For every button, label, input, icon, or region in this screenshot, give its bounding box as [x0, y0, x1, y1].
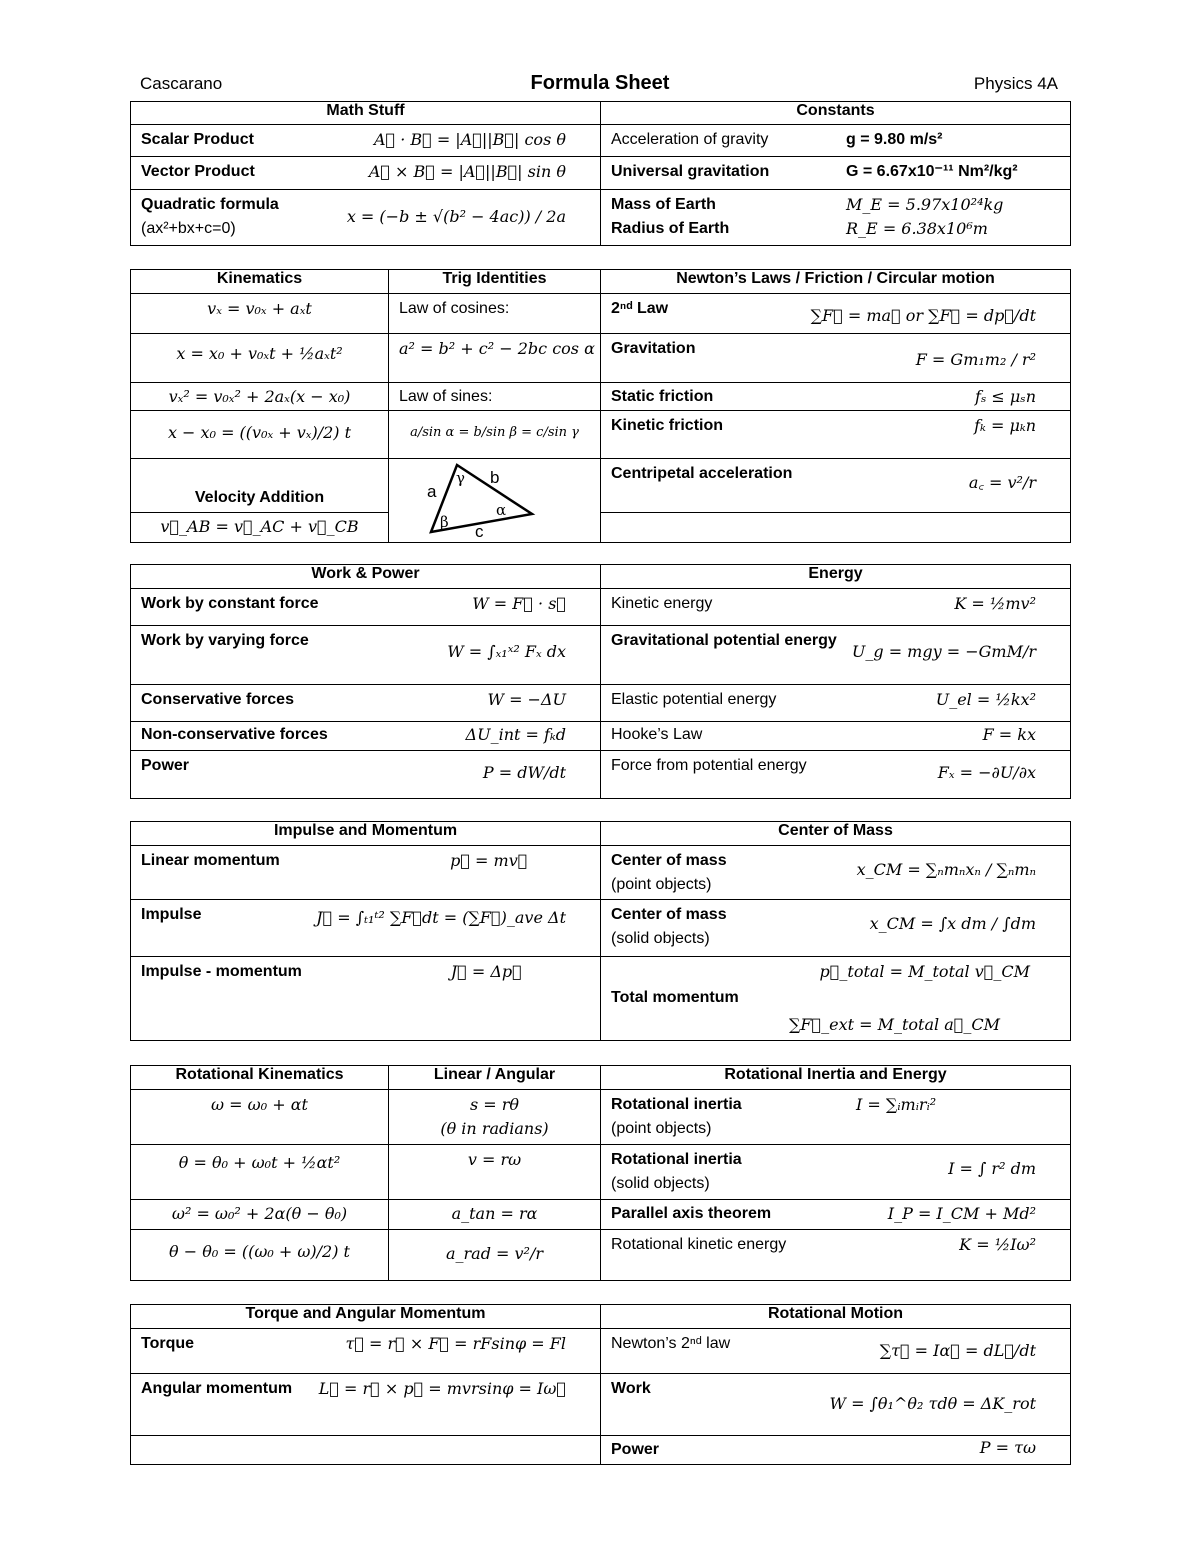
work-label: Conservative forces	[141, 691, 294, 708]
center-mass-header: Center of Mass	[601, 822, 1071, 846]
newton-formula: fₛ ≤ μₛn	[975, 387, 1036, 406]
math-formula: A⃗ × B⃗ = |A⃗||B⃗| sin θ	[368, 162, 566, 181]
kinematics-header: Kinematics	[131, 270, 389, 294]
kinematics-formula: x = x₀ + v₀ₓt + ½aₓt²	[176, 344, 343, 363]
lin-ang-formula: s = rθ	[469, 1095, 520, 1114]
center-mass-label-secondary: (point objects)	[611, 876, 712, 893]
energy-label: Gravitational potential energy	[611, 632, 837, 649]
constant-row	[601, 190, 1071, 246]
kinematics-formula: vₓ = v₀ₓ + aₓt	[207, 299, 312, 318]
work-label: Power	[141, 757, 190, 774]
impulse-formula: J⃗ = Δp⃗	[450, 962, 522, 981]
constant-label: Radius of Earth	[611, 220, 730, 237]
center-mass-label-secondary: (solid objects)	[611, 930, 710, 947]
constant-row	[601, 157, 1071, 190]
impulse-label: Impulse	[141, 906, 202, 923]
work-power-header: Work & Power	[131, 565, 601, 589]
math-formula: x = (−b ± √(b² − 4ac)) / 2a	[346, 207, 566, 226]
torque-label: Torque	[141, 1335, 195, 1352]
rot-kin-formula: θ − θ₀ = ((ω₀ + ω)/2) t	[169, 1242, 350, 1261]
work-label: Work by constant force	[141, 595, 319, 612]
torque-formula: L⃗ = r⃗ × p⃗ = mvrsinφ = Iω⃗	[318, 1379, 566, 1398]
triangle-gamma: γ	[456, 469, 465, 487]
lin-ang-formula: a_tan = rα	[451, 1204, 538, 1223]
rot-inertia-label: Rotational inertia	[611, 1096, 742, 1113]
newton-formula: a꜀ = v²/r	[968, 473, 1036, 492]
torque-header: Torque and Angular Momentum	[131, 1305, 601, 1329]
math-row	[131, 125, 601, 157]
rot-kin-formula: ω = ω₀ + αt	[211, 1095, 308, 1114]
energy-formula: K = ½mv²	[954, 594, 1036, 613]
rot-motion-header: Rotational Motion	[601, 1305, 1071, 1329]
work-formula: W = −ΔU	[487, 690, 566, 709]
constant-row	[601, 125, 1071, 157]
impulse-label: Linear momentum	[141, 852, 280, 869]
newton-formula: F = Gm₁m₂ / r²	[915, 350, 1036, 369]
math-header: Math Stuff	[131, 102, 601, 125]
center-mass-formula: x_CM = ∫x dm / ∫dm	[869, 914, 1036, 933]
trig-formula: a/sin α = b/sin β = c/sin γ	[410, 425, 579, 440]
triangle-cell	[389, 459, 601, 543]
work-label: Work by varying force	[141, 632, 309, 649]
rot-inertia-formula: K = ½Iω²	[959, 1235, 1036, 1254]
rot-inertia-label: Rotational inertia	[611, 1151, 742, 1168]
math-constants-table	[130, 101, 1071, 246]
velocity-addition-formula: v⃗_AB = v⃗_AC + v⃗_CB	[160, 517, 359, 537]
constant-label: Universal gravitation	[611, 163, 770, 180]
constant-value: G = 6.67x10⁻¹¹ Nm²/kg²	[846, 163, 1018, 180]
kinematics-formula: x − x₀ = ((v₀ₓ + vₓ)/2) t	[167, 423, 352, 442]
rot-motion-formula: ∑τ⃗ = Iα⃗ = dL⃗/dt	[879, 1341, 1036, 1360]
newton-formula: fₖ = μₖn	[974, 416, 1036, 435]
kinematics-table	[130, 269, 1071, 543]
rot-inertia-formula: I_P = I_CM + Md²	[887, 1204, 1036, 1223]
total-momentum-label: Total momentum	[611, 989, 739, 1006]
work-label: Non-conservative forces	[141, 726, 328, 743]
math-label: Scalar Product	[141, 131, 254, 148]
torque-label: Angular momentum	[141, 1380, 293, 1397]
rot-inertia-label: Parallel axis theorem	[611, 1205, 772, 1222]
energy-header: Energy	[601, 565, 1071, 589]
newton-header: Newton’s Laws / Friction / Circular motion	[601, 270, 1071, 294]
center-mass-label: Center of mass	[611, 852, 727, 869]
impulse-center-table	[130, 821, 1071, 1041]
newton-formula: ∑F⃗ = ma⃗ or ∑F⃗ = dp⃗/dt	[810, 306, 1036, 325]
newton-label: Gravitation	[611, 340, 696, 357]
math-row	[131, 157, 601, 190]
empty-cell	[601, 513, 1071, 543]
energy-label: Hooke’s Law	[611, 726, 703, 743]
rot-inertia-label-secondary: (solid objects)	[611, 1175, 710, 1192]
newton-label: Kinetic friction	[611, 417, 724, 434]
math-label-secondary: (ax²+bx+c=0)	[141, 220, 236, 237]
impulse-formula: p⃗ = mv⃗	[450, 851, 528, 870]
constant-value: M_E = 5.97x10²⁴kg	[846, 195, 1004, 214]
center-mass-label: Center of mass	[611, 906, 727, 923]
math-formula: A⃗ · B⃗ = |A⃗||B⃗| cos θ	[373, 130, 566, 149]
rot-inertia-label: Rotational kinetic energy	[611, 1236, 787, 1253]
rot-motion-formula: W = ∫θ₁^θ₂ τdθ = ΔK_rot	[829, 1394, 1036, 1413]
constant-value: R_E = 6.38x10⁶m	[846, 219, 988, 238]
rot-inertia-formula: I = ∫ r² dm	[948, 1159, 1036, 1178]
trig-label: Law of cosines:	[399, 300, 510, 317]
energy-label: Elastic potential energy	[611, 691, 777, 708]
total-momentum-formula: p⃗_total = M_total v⃗_CM	[819, 962, 1030, 981]
impulse-label: Impulse - momentum	[141, 963, 302, 980]
lin-ang-header: Linear / Angular	[389, 1066, 601, 1090]
torque-formula: τ⃗ = r⃗ × F⃗ = rFsinφ = Fl	[345, 1334, 566, 1353]
rot-motion-label: Work	[611, 1380, 651, 1397]
rot-kin-formula: θ = θ₀ + ω₀t + ½αt²	[178, 1153, 341, 1172]
math-row	[131, 190, 601, 246]
work-formula: W = ∫ₓ₁ˣ² Fₓ dx	[447, 642, 566, 661]
math-label: Vector Product	[141, 163, 255, 180]
triangle-side-c: c	[475, 522, 484, 537]
triangle-diagram	[389, 459, 599, 537]
energy-formula: U_el = ½kx²	[935, 690, 1036, 709]
math-label: Quadratic formula	[141, 196, 279, 213]
constants-header: Constants	[601, 102, 1071, 125]
rot-motion-label: Newton’s 2ⁿᵈ law	[611, 1335, 731, 1352]
newton-label: Static friction	[611, 388, 714, 405]
rot-inertia-header: Rotational Inertia and Energy	[601, 1066, 1071, 1090]
course-name: Physics 4A	[973, 74, 1058, 93]
impulse-header: Impulse and Momentum	[131, 822, 601, 846]
torque-motion-table	[130, 1304, 1071, 1465]
work-formula: ΔU_int = fₖd	[465, 725, 566, 744]
rot-inertia-formula: I = ∑ᵢmᵢrᵢ²	[856, 1095, 937, 1114]
constant-value: g = 9.80 m/s²	[846, 131, 943, 148]
energy-formula: U_g = mgy = −GmM/r	[851, 642, 1036, 661]
work-energy-table	[130, 564, 1071, 799]
author-name: Cascarano	[140, 74, 223, 93]
velocity-addition-label: Velocity Addition	[194, 489, 325, 507]
newton-label: Centripetal acceleration	[611, 465, 793, 482]
energy-formula: F = kx	[982, 725, 1036, 744]
rot-kin-formula: ω² = ω₀² + 2α(θ − θ₀)	[171, 1204, 348, 1223]
lin-ang-formula: v = rω	[467, 1150, 522, 1169]
work-formula: W = F⃗ · s⃗	[472, 594, 566, 613]
impulse-formula: J⃗ = ∫ₜ₁ᵗ² ∑F⃗dt = (∑F⃗)_ave Δt	[316, 908, 566, 927]
triangle-beta: β	[440, 513, 449, 531]
energy-label: Kinetic energy	[611, 595, 713, 612]
triangle-alpha: α	[496, 501, 507, 519]
constant-label: Acceleration of gravity	[611, 131, 769, 148]
newton-label: 2ⁿᵈ Law	[611, 300, 669, 317]
work-formula: P = dW/dt	[482, 763, 566, 782]
center-mass-formula: x_CM = ∑ₙmₙxₙ / ∑ₙmₙ	[856, 860, 1036, 879]
energy-label: Force from potential energy	[611, 757, 807, 774]
rot-kin-header: Rotational Kinematics	[131, 1066, 389, 1090]
empty-cell	[131, 1436, 601, 1465]
rotational-table	[130, 1065, 1071, 1281]
total-momentum-formula-secondary: ∑F⃗_ext = M_total a⃗_CM	[788, 1015, 1000, 1034]
trig-header: Trig Identities	[389, 270, 601, 294]
trig-formula: a² = b² + c² − 2bc cos α	[399, 339, 595, 358]
constant-label: Mass of Earth	[611, 196, 716, 213]
kinematics-formula: vₓ² = v₀ₓ² + 2aₓ(x − x₀)	[168, 387, 351, 406]
rot-motion-label: Power	[611, 1441, 660, 1458]
rot-inertia-label-secondary: (point objects)	[611, 1120, 712, 1137]
trig-label: Law of sines:	[399, 388, 493, 405]
lin-ang-note: (θ in radians)	[440, 1119, 549, 1138]
rot-motion-formula: P = τω	[979, 1438, 1036, 1457]
page-title: Formula Sheet	[530, 72, 670, 94]
triangle-side-a: a	[427, 482, 437, 501]
triangle-side-b: b	[490, 468, 500, 487]
energy-formula: Fₓ = −∂U/∂x	[937, 763, 1036, 782]
lin-ang-formula: a_rad = v²/r	[445, 1244, 544, 1263]
